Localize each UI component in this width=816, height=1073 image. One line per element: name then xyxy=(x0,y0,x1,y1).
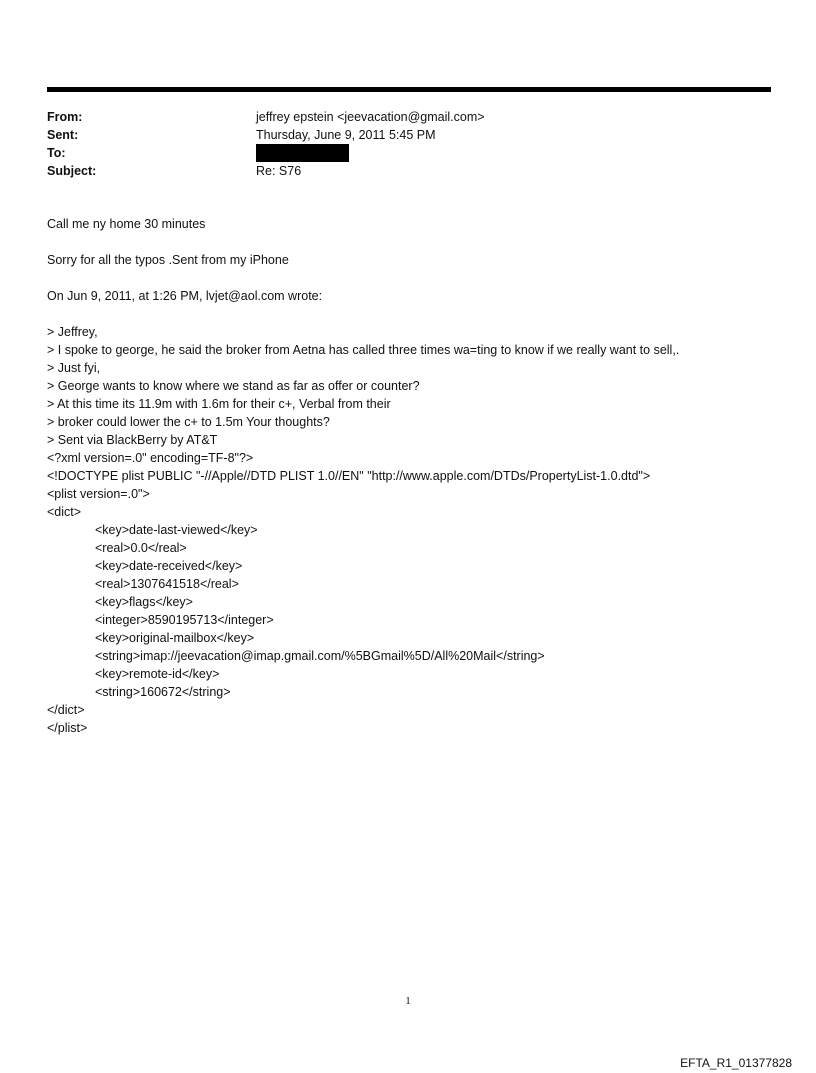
plist-line: <key>date-received</key> xyxy=(95,559,243,573)
plist-line: </dict> xyxy=(47,703,85,717)
plist-block xyxy=(47,449,787,737)
from-row xyxy=(47,108,747,126)
quoted-line: > George wants to know where we stand as far as offer or counter? xyxy=(47,379,420,393)
page-number: 1 xyxy=(405,995,411,1007)
quoted-message xyxy=(47,323,787,449)
quoted-line: > I spoke to george, he said the broker from Aetna has called three times wa=ting to know if we really want to sell,. xyxy=(47,343,680,357)
body-line: On Jun 9, 2011, at 1:26 PM, lvjet@aol.com wrote: xyxy=(47,289,323,303)
sent-label: Sent: xyxy=(47,128,79,142)
quoted-line: > Jeffrey, xyxy=(47,325,98,339)
quoted-line: > Just fyi, xyxy=(47,361,101,375)
from-value: jeffrey epstein <jeevacation@gmail.com> xyxy=(256,110,485,124)
plist-line: <?xml version=.0" encoding=TF-8"?> xyxy=(47,451,254,465)
plist-line: <plist version=.0"> xyxy=(47,487,150,501)
email-header xyxy=(47,108,747,180)
plist-line: <string>160672</string> xyxy=(95,685,231,699)
sent-value: Thursday, June 9, 2011 5:45 PM xyxy=(256,128,436,142)
subject-value: Re: S76 xyxy=(256,164,302,178)
plist-line: <key>date-last-viewed</key> xyxy=(95,523,258,537)
subject-label: Subject: xyxy=(47,164,97,178)
to-row xyxy=(47,144,747,162)
subject-row xyxy=(47,162,747,180)
email-body xyxy=(47,215,787,737)
quoted-line: > broker could lower the c+ to 1.5m Your thoughts? xyxy=(47,415,330,429)
plist-line: <!DOCTYPE plist PUBLIC "-//Apple//DTD PLIST 1.0//EN" "http://www.apple.com/DTDs/PropertyList-1.0.dtd"> xyxy=(47,469,651,483)
plist-line: </plist> xyxy=(47,721,88,735)
plist-line: <real>0.0</real> xyxy=(95,541,187,555)
plist-line: <string>imap://jeevacation@imap.gmail.com/%5BGmail%5D/All%20Mail</string> xyxy=(95,649,545,663)
sent-row xyxy=(47,126,747,144)
plist-line: <real>1307641518</real> xyxy=(95,577,239,591)
header-rule xyxy=(47,87,771,92)
plist-line: <key>remote-id</key> xyxy=(95,667,220,681)
from-label: From: xyxy=(47,110,83,124)
quoted-line: > At this time its 11.9m with 1.6m for their c+, Verbal from their xyxy=(47,397,391,411)
plist-line: <integer>8590195713</integer> xyxy=(95,613,274,627)
document-id: EFTA_R1_01377828 xyxy=(680,1056,792,1070)
plist-line: <key>flags</key> xyxy=(95,595,193,609)
to-label: To: xyxy=(47,146,66,160)
to-value xyxy=(256,144,349,162)
quoted-line: > Sent via BlackBerry by AT&T xyxy=(47,433,218,447)
plist-line: <key>original-mailbox</key> xyxy=(95,631,255,645)
body-line: Sorry for all the typos .Sent from my iPhone xyxy=(47,253,289,267)
redaction-block xyxy=(256,144,349,162)
plist-line: <dict> xyxy=(47,505,82,519)
body-line: Call me ny home 30 minutes xyxy=(47,217,206,231)
